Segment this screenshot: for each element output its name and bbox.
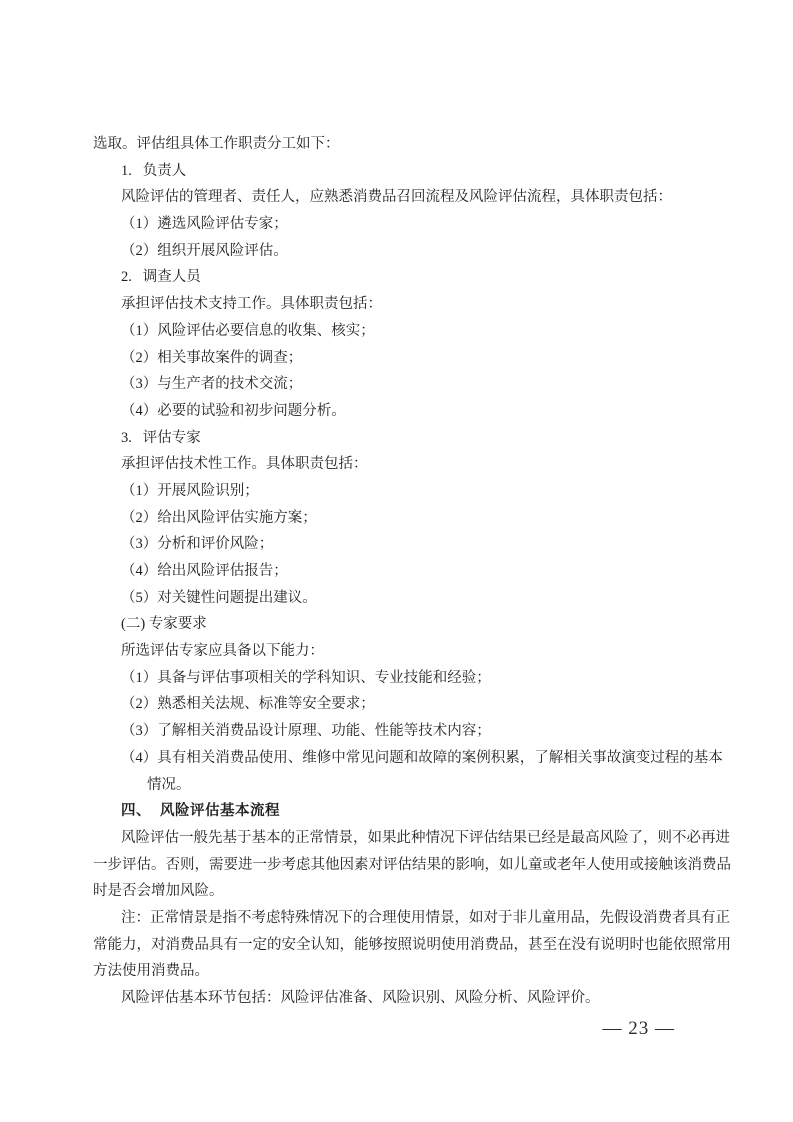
text-line: （2）给出风险评估实施方案； [121, 509, 317, 526]
text-line: 一步评估。否则，需要进一步考虑其他因素对评估结果的影响，如儿童或老年人使用或接触该消费品 [93, 856, 731, 873]
text-line: 时是否会增加风险。 [93, 883, 224, 900]
text-line: 1. 负责人 [121, 162, 187, 179]
text-line: 情况。 [147, 776, 191, 793]
text-line: （5）对关键性问题提出建议。 [121, 589, 317, 606]
document-body [93, 131, 731, 1012]
text-line: （4）具有相关消费品使用、维修中常见问题和故障的案例积累，了解相关事故演变过程的基本 [121, 749, 723, 766]
text-line: 承担评估技术支持工作。具体职责包括： [121, 296, 382, 313]
text-line: （4）给出风险评估报告； [121, 563, 288, 579]
text-line: 2. 调查人员 [121, 269, 201, 286]
text-line: （1）开展风险识别； [121, 482, 259, 499]
text-line: 常能力，对消费品具有一定的安全认知，能够按照说明使用消费品，甚至在没有说明时也能依照常用 [93, 936, 731, 953]
text-line: （4）必要的试验和初步问题分析。 [121, 402, 346, 419]
text-line: （3）与生产者的技术交流； [121, 376, 303, 393]
text-line: （2）相关事故案件的调查； [121, 349, 303, 366]
text-line: （1）风险评估必要信息的收集、核实； [121, 322, 375, 339]
section-heading: 四、 风险评估基本流程 [121, 803, 281, 820]
text-line: （2）组织开展风险评估。 [121, 242, 288, 259]
text-line: （1）具备与评估事项相关的学科知识、专业技能和经验； [121, 669, 491, 686]
text-line: 风险评估一般先基于基本的正常情景，如果此种情况下评估结果已经是最高风险了，则不必再进 [121, 829, 730, 846]
text-line: （3）了解相关消费品设计原理、功能、性能等技术内容； [121, 723, 491, 740]
text-line: 3. 评估专家 [121, 429, 201, 446]
text-line: 注：正常情景是指不考虑特殊情况下的合理使用情景，如对于非儿童用品，先假设消费者具有正 [121, 909, 730, 926]
text-line: 风险评估基本环节包括：风险评估准备、风险识别、风险分析、风险评价。 [121, 990, 600, 1006]
page-number: — 23 — [602, 1018, 675, 1039]
text-line: （2）熟悉相关法规、标准等安全要求； [121, 696, 375, 713]
text-line: 所选评估专家应具备以下能力： [121, 643, 324, 660]
text-line: (二) 专家要求 [121, 616, 207, 633]
text-line: 风险评估的管理者、责任人，应熟悉消费品召回流程及风险评估流程，具体职责包括： [121, 189, 672, 206]
text-line: 承担评估技术性工作。具体职责包括： [121, 456, 368, 473]
text-line: 选取。评估组具体工作职责分工如下： [93, 136, 340, 152]
text-line: 方法使用消费品。 [93, 963, 209, 980]
text-line: （1）遴选风险评估专家； [121, 216, 288, 233]
text-line: （3）分析和评价风险； [121, 536, 274, 553]
